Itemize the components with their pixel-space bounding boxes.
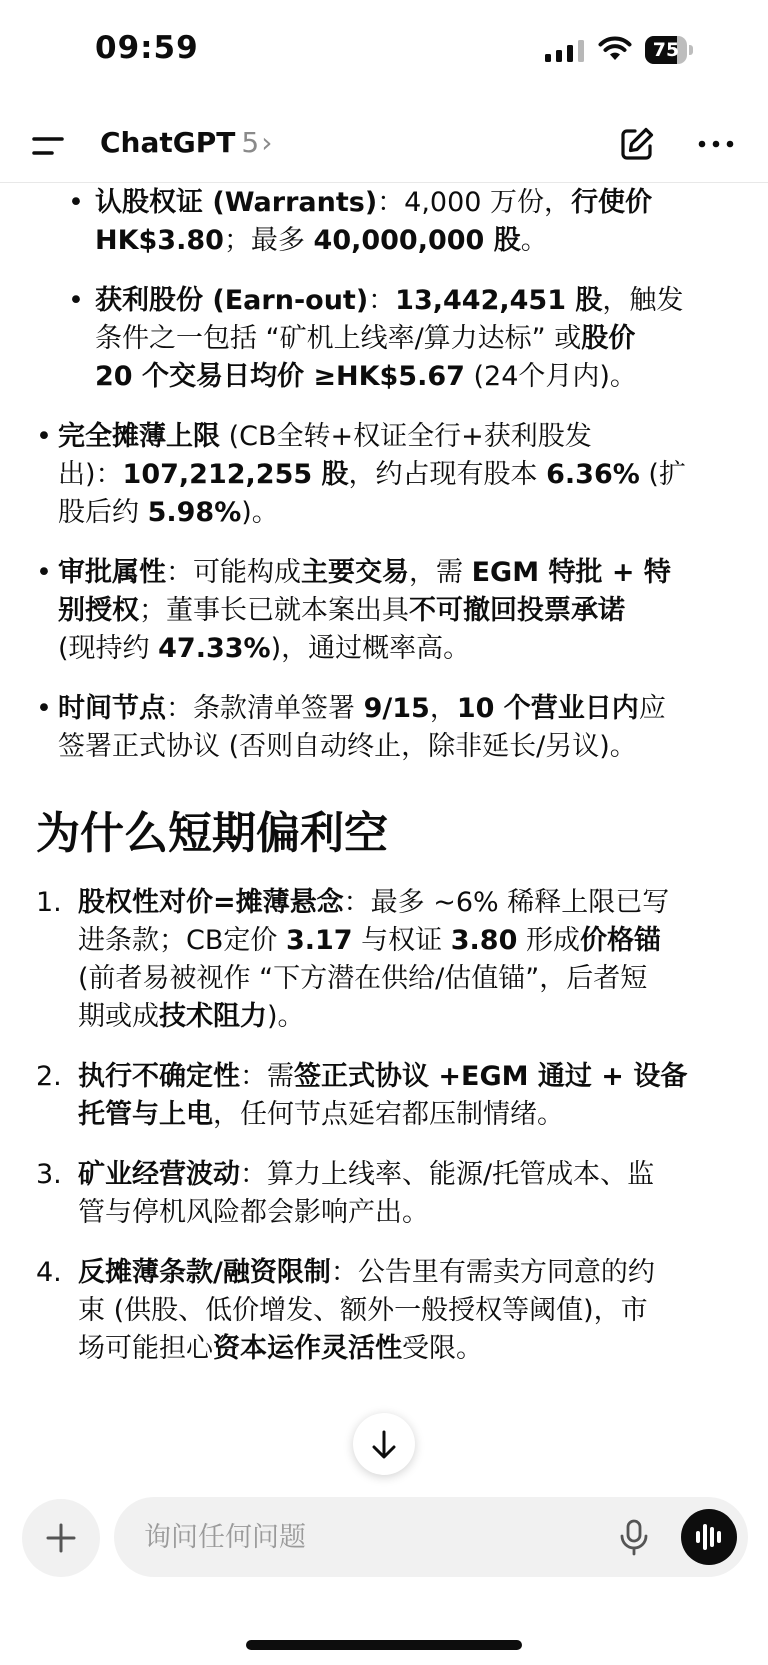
text-segment: ，触发 [602, 285, 684, 316]
sub-bullet-dot: • [68, 285, 84, 316]
bold-text: 托管与上电 [78, 1099, 213, 1130]
sub-bullet-line [95, 221, 548, 261]
bold-text: 9/15 [363, 693, 430, 724]
text-segment: 场可能担心 [78, 1333, 213, 1364]
sub-bullet-line [95, 281, 683, 321]
scroll-to-bottom-button[interactable] [353, 1413, 415, 1475]
list-number: 1. [36, 887, 62, 918]
text-segment: ：公告里有需卖方同意的约 [330, 1257, 655, 1288]
text-segment: ：4,000 万份， [377, 187, 572, 218]
text-segment: 束 (供股、低价增发、额外一般授权等阈值)，市 [78, 1295, 648, 1326]
status-time: 09:59 [95, 30, 199, 66]
bullet-dot: • [36, 421, 52, 452]
more-icon[interactable] [694, 125, 738, 163]
sub-bullet-line [95, 183, 652, 223]
text-segment: )。 [241, 497, 279, 528]
list-number: 3. [36, 1159, 62, 1190]
text-segment: ：最多 ~6% 稀释上限已写 [343, 887, 670, 918]
message-input[interactable] [144, 1515, 564, 1559]
bold-text: 获利股份 (Earn-out) [95, 285, 369, 316]
list-number: 2. [36, 1061, 62, 1092]
bold-text: 3.80 [450, 925, 518, 956]
microphone-icon[interactable] [614, 1517, 654, 1557]
new-chat-icon[interactable] [618, 125, 656, 163]
voice-mode-button[interactable] [681, 1509, 737, 1565]
bullet-line [58, 629, 470, 669]
bullet-line [58, 591, 625, 631]
app-title: ChatGPT [100, 126, 236, 159]
bold-text: 107,212,255 股 [122, 459, 349, 490]
text-segment: 出)： [58, 459, 123, 490]
bold-text: 灵活 [321, 1333, 375, 1364]
bold-text: 13,442,451 股 [395, 285, 603, 316]
text-segment: (CB全转+权证全行+获利股发 [220, 421, 592, 452]
bullet-line [58, 553, 671, 593]
text-segment: ，任何节点延宕都压制情绪。 [213, 1099, 564, 1130]
bold-text: HK$3.80 [95, 225, 224, 256]
bullet-line [58, 493, 279, 533]
bold-text: 时间节点 [58, 693, 166, 724]
text-segment: ：需 [240, 1061, 294, 1092]
text-segment: 条件之一包括 “矿机上线率/算力达标” 或 [95, 323, 582, 354]
bold-text: 审批属性 [58, 557, 166, 588]
numbered-line [78, 921, 661, 961]
text-segment: ：算力上线率、能源/托管成本、监 [240, 1159, 655, 1190]
sub-bullet-line [95, 357, 637, 397]
bold-text: 股权性对价=摊薄悬念 [78, 887, 344, 918]
menu-icon[interactable] [30, 128, 70, 164]
text-segment: 期或成 [78, 1001, 159, 1032]
numbered-line [78, 1253, 655, 1293]
bold-text: EGM 特批 + 特 [471, 557, 671, 588]
composer [114, 1497, 748, 1577]
text-segment: (前者易被视作 “下方潜在供给/估值锚”，后者短 [78, 963, 648, 994]
numbered-line [78, 1193, 429, 1233]
numbered-line [78, 1291, 648, 1331]
bold-text: 技术阻力 [159, 1001, 267, 1032]
bold-text: 反摊薄条款/融资限制 [78, 1257, 331, 1288]
text-segment: ；董事长已就本案出具 [139, 595, 409, 626]
bold-text: 认股权证 (Warrants) [95, 187, 378, 218]
attach-button[interactable] [22, 1499, 100, 1577]
sub-bullet-dot: • [68, 187, 84, 218]
text-segment: (扩 [639, 459, 686, 490]
bold-text: 40,000,000 股 [313, 225, 521, 256]
text-segment: 进条款；CB定价 [78, 925, 286, 956]
battery-icon [645, 36, 693, 64]
bold-text: 3.17 [285, 925, 353, 956]
text-segment: 形成 [517, 925, 580, 956]
text-segment: ：条款清单签署 [166, 693, 364, 724]
text-segment: 。 [520, 225, 548, 256]
numbered-line [78, 883, 669, 923]
text-segment: )，通过概率高。 [270, 633, 471, 664]
assistant-message [0, 183, 768, 1473]
numbered-line [78, 1329, 483, 1369]
text-segment: ， [429, 693, 457, 724]
home-indicator [246, 1640, 522, 1650]
text-segment: ，需 [409, 557, 472, 588]
text-segment: ： [368, 285, 396, 316]
numbered-line [78, 1155, 654, 1195]
app-header [0, 108, 768, 183]
bold-text: 执行不确定性 [78, 1061, 240, 1092]
text-segment: 管与停机风险都会影响产出。 [78, 1197, 429, 1228]
cellular-signal-icon [545, 40, 585, 64]
numbered-line [78, 997, 305, 1037]
bold-text: 行使价 [571, 187, 653, 218]
bold-text: 完全摊薄上限 [58, 421, 220, 452]
bold-text: 20 个交易日均价 ≥HK$5.67 [95, 361, 465, 392]
text-segment: ，约占现有股本 [348, 459, 547, 490]
numbered-line [78, 1057, 687, 1097]
bullet-dot: • [36, 693, 52, 724]
list-number: 4. [36, 1257, 62, 1288]
text-segment: (现持约 [58, 633, 159, 664]
numbered-line [78, 1095, 564, 1135]
bold-text: 签正式协议 +EGM 通过 + 设备 [294, 1061, 688, 1092]
numbered-line [78, 959, 647, 999]
bullet-line [58, 417, 592, 457]
text-segment: 受限。 [402, 1333, 483, 1364]
bold-text: 不可撤回投票承诺 [409, 595, 625, 626]
bold-text: 10 个营业日内 [456, 693, 639, 724]
bullet-line [58, 455, 686, 495]
bold-text: 6.36% [546, 459, 640, 490]
text-segment: ；最多 [223, 225, 314, 256]
bold-text: 性 [375, 1333, 402, 1364]
text-segment: 股后约 [58, 497, 148, 528]
bold-text: 矿业经营波动 [78, 1159, 240, 1190]
model-version: 5 [241, 126, 260, 159]
wifi-icon [598, 36, 632, 62]
bold-text: 股价 [581, 323, 636, 354]
text-segment: 与权证 [352, 925, 451, 956]
text-segment: )。 [267, 1001, 305, 1032]
bold-text: 别授权 [58, 595, 139, 626]
text-segment: 签署正式协议 (否则自动终止，除非延长/另议)。 [58, 731, 637, 762]
voice-mode-icon [681, 1509, 737, 1565]
bold-text: 主要交易 [301, 557, 409, 588]
bullet-line [58, 727, 637, 767]
bold-text: 5.98% [147, 497, 242, 528]
section-heading: 为什么短期偏利空 [36, 808, 388, 859]
chevron-right-icon: › [261, 126, 273, 159]
arrow-down-icon [353, 1413, 415, 1475]
text-segment: (24个月内)。 [464, 361, 637, 392]
plus-icon [22, 1499, 100, 1577]
status-bar [0, 0, 768, 100]
bold-text: 资本运作 [213, 1333, 321, 1364]
text-segment: 应 [638, 693, 666, 724]
battery-percent: 75 [652, 39, 680, 61]
sub-bullet-line [95, 319, 635, 359]
model-selector[interactable] [100, 126, 272, 159]
bullet-line [58, 689, 666, 729]
text-segment: ：可能构成 [166, 557, 301, 588]
bullet-dot: • [36, 557, 52, 588]
bold-text: 价格锚 [579, 925, 661, 956]
bold-text: 47.33% [158, 633, 271, 664]
